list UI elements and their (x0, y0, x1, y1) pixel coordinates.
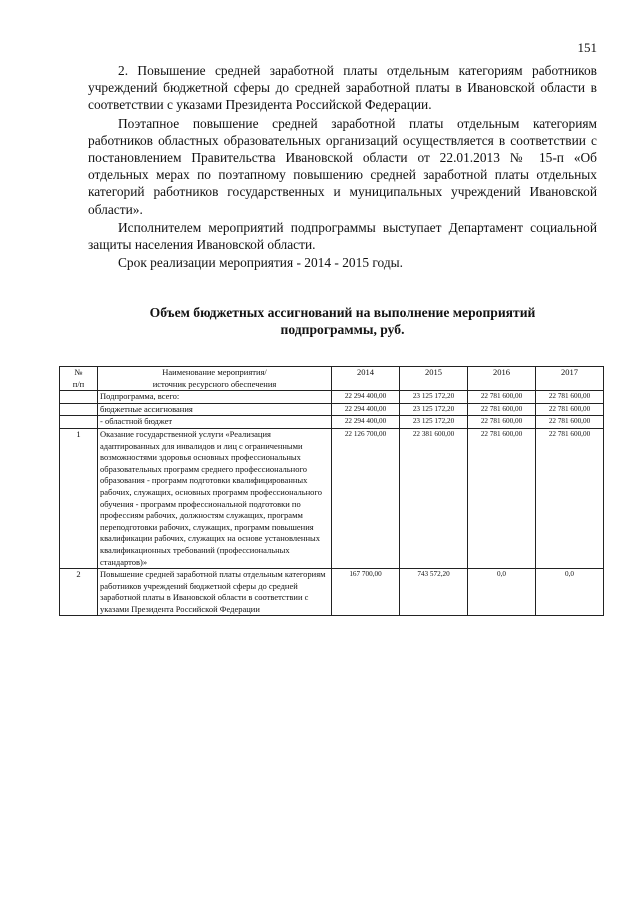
row-value-2016: 22 781 600,00 (468, 428, 536, 568)
row-value-2017: 22 781 600,00 (536, 416, 604, 429)
row-name: бюджетные ассигнования (98, 403, 332, 416)
budget-table (59, 366, 604, 616)
row-value-2014: 22 294 400,00 (332, 416, 400, 429)
header-number-line-2: п/п (72, 378, 85, 389)
row-value-2014: 22 294 400,00 (332, 391, 400, 404)
paragraph-4: Срок реализации мероприятия - 2014 - 2015 годы. (118, 255, 403, 271)
header-name (98, 367, 332, 391)
header-2016: 2016 (468, 367, 536, 391)
section-heading (88, 304, 597, 338)
table-row (60, 416, 604, 429)
header-number-line-1: № (74, 367, 83, 377)
header-number (60, 367, 98, 391)
row-name: - областной бюджет (98, 416, 332, 429)
row-value-2016: 0,0 (468, 569, 536, 616)
table-row (60, 428, 604, 568)
header-2014: 2014 (332, 367, 400, 391)
row-value-2016: 22 781 600,00 (468, 391, 536, 404)
table-row (60, 403, 604, 416)
table-row (60, 391, 604, 404)
paragraph-3: Исполнителем мероприятий подпрограммы выступает Департамент социальной защиты населения Ивановской области. (88, 219, 597, 253)
row-value-2017: 22 781 600,00 (536, 403, 604, 416)
page-number: 151 (577, 40, 597, 55)
row-value-2017: 0,0 (536, 569, 604, 616)
row-number (60, 416, 98, 429)
table-header-row (60, 367, 604, 391)
row-value-2015: 22 381 600,00 (400, 428, 468, 568)
row-name: Повышение средней заработной платы отдельным категориям работников учреждений бюджетной сферы до средней заработной платы в Ивановской области в соответствии с указами Президента Российской Федерации (98, 569, 332, 616)
row-value-2015: 23 125 172,20 (400, 403, 468, 416)
table-row (60, 569, 604, 616)
row-value-2017: 22 781 600,00 (536, 428, 604, 568)
row-value-2017: 22 781 600,00 (536, 391, 604, 404)
header-2015: 2015 (400, 367, 468, 391)
row-value-2014: 22 126 700,00 (332, 428, 400, 568)
row-value-2014: 167 700,00 (332, 569, 400, 616)
body-text (88, 62, 597, 271)
row-value-2014: 22 294 400,00 (332, 403, 400, 416)
row-value-2015: 23 125 172,20 (400, 391, 468, 404)
row-number: 2 (60, 569, 98, 616)
paragraph-1: 2. Повышение средней заработной платы отдельным категориям работников учреждений бюджетной сферы до средней заработной платы в Ивановской области в соответствии с указами Президента Российской Федерации. (88, 63, 597, 113)
heading-line-2: подпрограммы, руб. (280, 322, 405, 337)
header-2017: 2017 (536, 367, 604, 391)
row-value-2015: 23 125 172,20 (400, 416, 468, 429)
row-value-2016: 22 781 600,00 (468, 416, 536, 429)
row-number (60, 403, 98, 416)
paragraph-2: Поэтапное повышение средней заработной платы отдельным категориям работников областных образовательных организаций осуществляется в соответствии с постановлением Правительства Ивановской области от 22.01.2013 № 15-п «Об отдельных мерах по поэтапному повышению средней заработной платы отдельных категорий работников государственных и муниципальных учреждений Ивановской области». (88, 115, 597, 217)
heading-line-1: Объем бюджетных ассигнований на выполнение мероприятий (149, 305, 536, 320)
header-name-line-2: источник ресурсного обеспечения (152, 378, 277, 389)
row-value-2016: 22 781 600,00 (468, 403, 536, 416)
row-name: Подпрограмма, всего: (98, 391, 332, 404)
row-number: 1 (60, 428, 98, 568)
row-name: Оказание государственной услуги «Реализация адаптированных для инвалидов и лиц с ограниченными возможностями здоровья основных профессиональных образовательных программ среднего профессионального образования - программ подготовки квалифицированных рабочих, служащих, основных программ профессионального обучения - программ профессиональной подготовки по профессиям рабочих, должностям служащих, программ переподготовки рабочих, служащих, программ повышения квалификации рабочих, служащих на основе установленных квалификационных требований (профессиональных стандартов)» (98, 428, 332, 568)
header-name-line-1: Наименование мероприятия/ (162, 367, 267, 377)
row-value-2015: 743 572,20 (400, 569, 468, 616)
row-number (60, 391, 98, 404)
